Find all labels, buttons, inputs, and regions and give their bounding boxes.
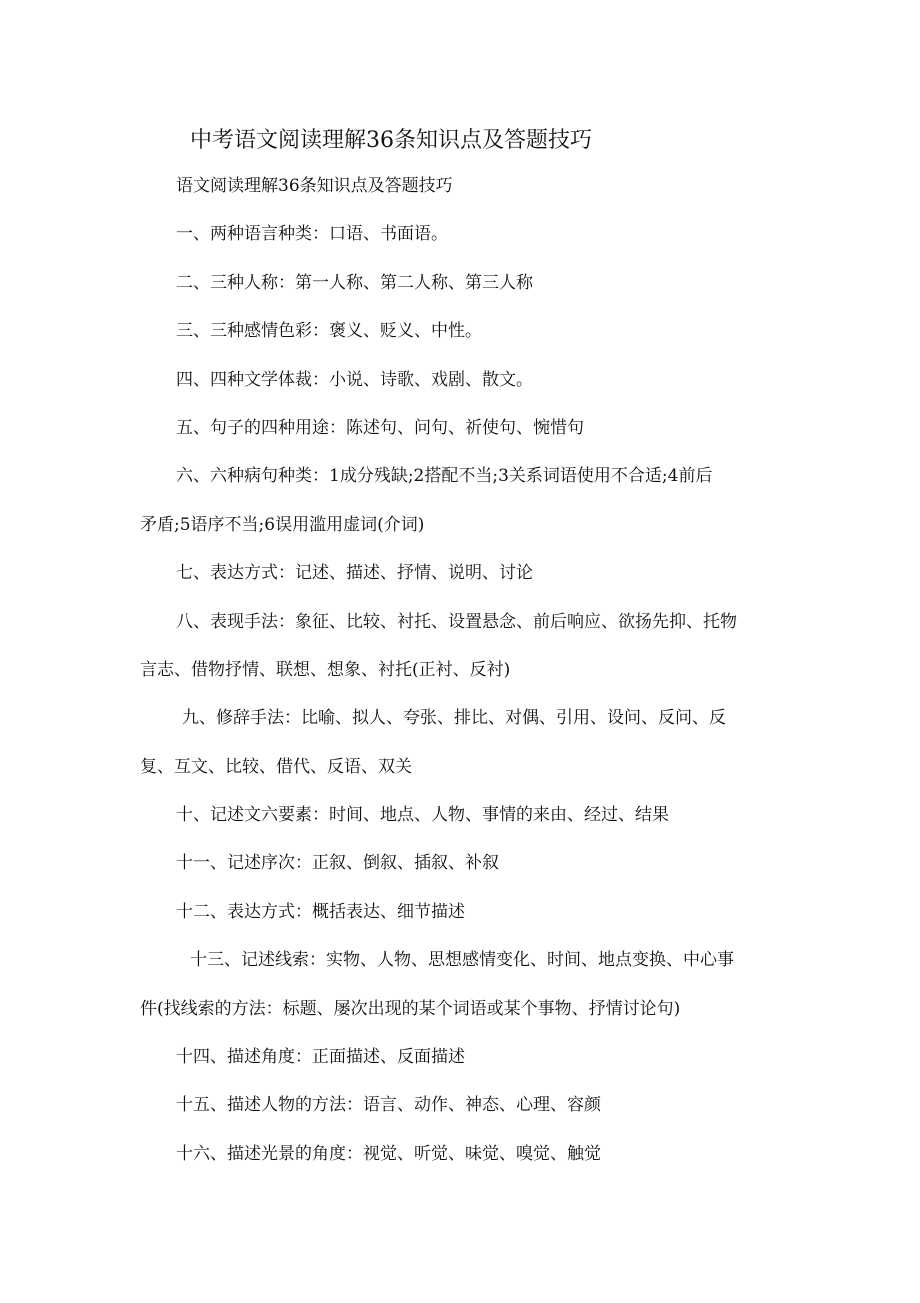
paragraph: 十、记述文六要素：时间、地点、人物、事情的来由、经过、结果	[176, 805, 669, 826]
paragraph: 十一、记述序次：正叙、倒叙、插叙、补叙	[176, 853, 499, 874]
paragraph-line: 六、六种病句种类：1成分残缺;2搭配不当;3关系词语使用不合适;4前后	[176, 466, 713, 487]
paragraph: 十六、描述光景的角度：视觉、听觉、味觉、嗅觉、触觉	[176, 1143, 601, 1164]
document-body	[140, 162, 760, 1178]
paragraph: 十四、描述角度：正面描述、反面描述	[176, 1047, 465, 1068]
document-subtitle: 语文阅读理解36条知识点及答题技巧	[176, 176, 453, 196]
paragraph: 一、两种语言种类：口语、书面语。	[176, 224, 448, 245]
paragraph-line: 件(找线索的方法：标题、屡次出现的某个词语或某个事物、抒情讨论句)	[140, 998, 681, 1019]
paragraph	[140, 936, 760, 1033]
document-title: 中考语文阅读理解36条知识点及答题技巧	[190, 128, 592, 153]
paragraph	[140, 452, 760, 549]
paragraph: 七、表达方式：记述、描述、抒情、说明、讨论	[176, 563, 533, 584]
paragraph-line: 十三、记述线索：实物、人物、思想感情变化、时间、地点变换、中心事	[190, 950, 734, 971]
paragraph: 五、句子的四种用途：陈述句、问句、祈使句、惋惜句	[176, 417, 584, 438]
paragraph: 四、四种文学体裁：小说、诗歌、戏剧、散文。	[176, 369, 533, 390]
paragraph-line: 复、互文、比较、借代、反语、双关	[140, 756, 412, 777]
paragraph: 二、三种人称：第一人称、第二人称、第三人称	[176, 272, 533, 293]
paragraph	[140, 694, 760, 791]
paragraph-line: 九、修辞手法：比喻、拟人、夸张、排比、对偶、引用、设问、反问、反	[182, 708, 726, 729]
paragraph-line: 八、表现手法：象征、比较、衬托、设置悬念、前后响应、欲扬先抑、托物	[176, 611, 737, 632]
paragraph: 十五、描述人物的方法：语言、动作、神态、心理、容颜	[176, 1095, 601, 1116]
paragraph: 十二、表达方式：概括表达、细节描述	[176, 901, 465, 922]
paragraph: 三、三种感情色彩：褒义、贬义、中性。	[176, 321, 482, 342]
paragraph-line: 言志、借物抒情、联想、想象、衬托(正衬、反衬)	[140, 659, 511, 680]
paragraph-line: 矛盾;5语序不当;6误用滥用虚词(介词)	[140, 514, 425, 535]
paragraph	[140, 598, 760, 695]
